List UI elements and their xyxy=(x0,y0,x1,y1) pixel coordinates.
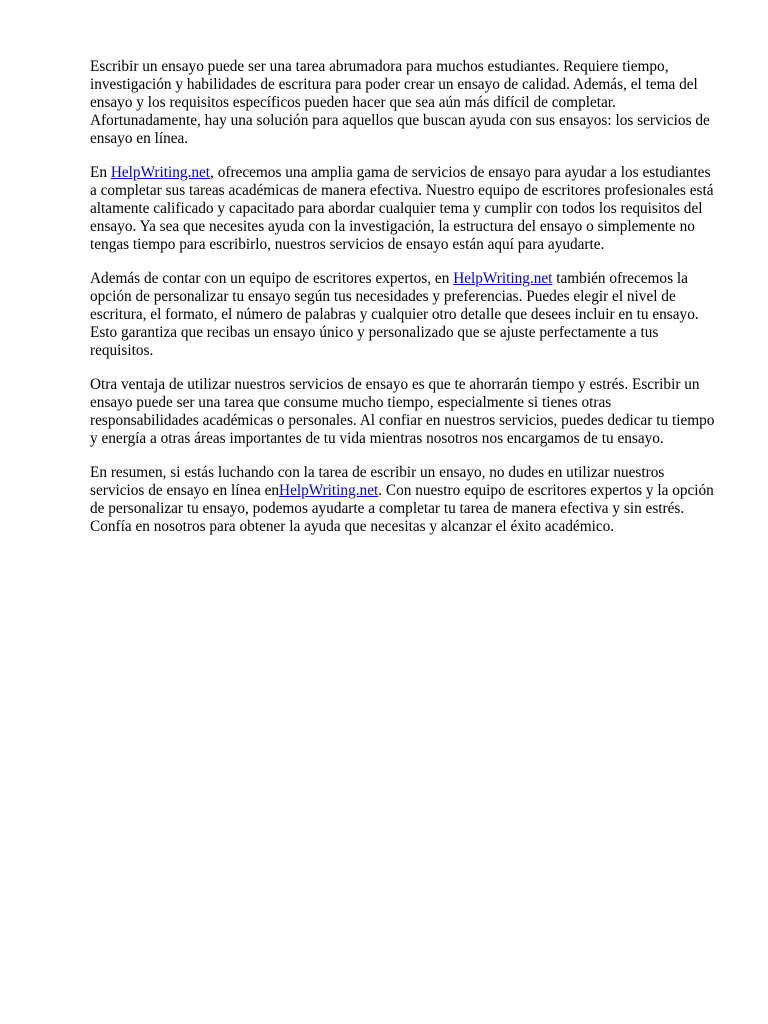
text: Además de contar con un equipo de escritores expertos, en xyxy=(90,270,454,287)
text: En xyxy=(90,164,111,181)
text: , ofrecemos una amplia gama de servicios de ensayo para ayudar a los estudiantes a completar sus tareas académicas de manera efectiva. Nuestro equipo de escritores profesionales está altamente calificado y capacitado para abordar cualquier tema y cumplir con todos los requisitos del ensayo. Ya sea que necesites ayuda con la investigación, la estructura del ensayo o simplemente no tengas tiempo para escribirlo, nuestros servicios de ensayo están aquí para ayudarte. xyxy=(90,164,714,253)
paragraph-3 xyxy=(90,270,715,360)
text: también ofrecemos la opción de personalizar tu ensayo según tus necesidades y preferencias. Puedes elegir el nivel de escritura, el formato, el número de palabras y cualquier otro detalle que desees incluir en tu ensayo. Esto garantiza que recibas un ensayo único y personalizado que se ajuste perfectamente a tus requisitos. xyxy=(90,270,699,359)
paragraph-1: Escribir un ensayo puede ser una tarea abrumadora para muchos estudiantes. Requiere tiempo, investigación y habilidades de escritura para poder crear un ensayo de calidad. Además, el tema del ensayo y los requisitos específicos pueden hacer que sea aún más difícil de completar. Afortunadamente, hay una solución para aquellos que buscan ayuda con sus ensayos: los servicios de ensayo en línea. xyxy=(90,58,710,147)
paragraph-4: Otra ventaja de utilizar nuestros servicios de ensayo es que te ahorrarán tiempo y estrés. Escribir un ensayo puede ser una tarea que consume mucho tiempo, especialmente si tienes otras responsabilidades académicas o personales. Al confiar en nuestros servicios, puedes dedicar tu tiempo y energía a otras áreas importantes de tu vida mientras nosotros nos encargamos de tu ensayo. xyxy=(90,376,715,447)
paragraph-2 xyxy=(90,164,715,254)
document-body xyxy=(90,58,715,552)
text: En resumen, si estás luchando con la tarea de escribir un ensayo, no dudes en utilizar nuestros servicios de ensayo en línea en xyxy=(90,464,665,499)
paragraph-5 xyxy=(90,464,715,536)
helpwriting-link[interactable]: HelpWriting.net xyxy=(279,482,379,499)
helpwriting-link[interactable]: HelpWriting.net xyxy=(453,270,553,287)
helpwriting-link[interactable]: HelpWriting.net xyxy=(110,164,211,181)
text: . Con nuestro equipo de escritores expertos y la opción de personalizar tu ensayo, podemos ayudarte a completar tu tarea de manera efectiva y sin estrés. Confía en nosotros para obtener la ayuda que necesitas y alcanzar el éxito académico. xyxy=(90,482,714,535)
